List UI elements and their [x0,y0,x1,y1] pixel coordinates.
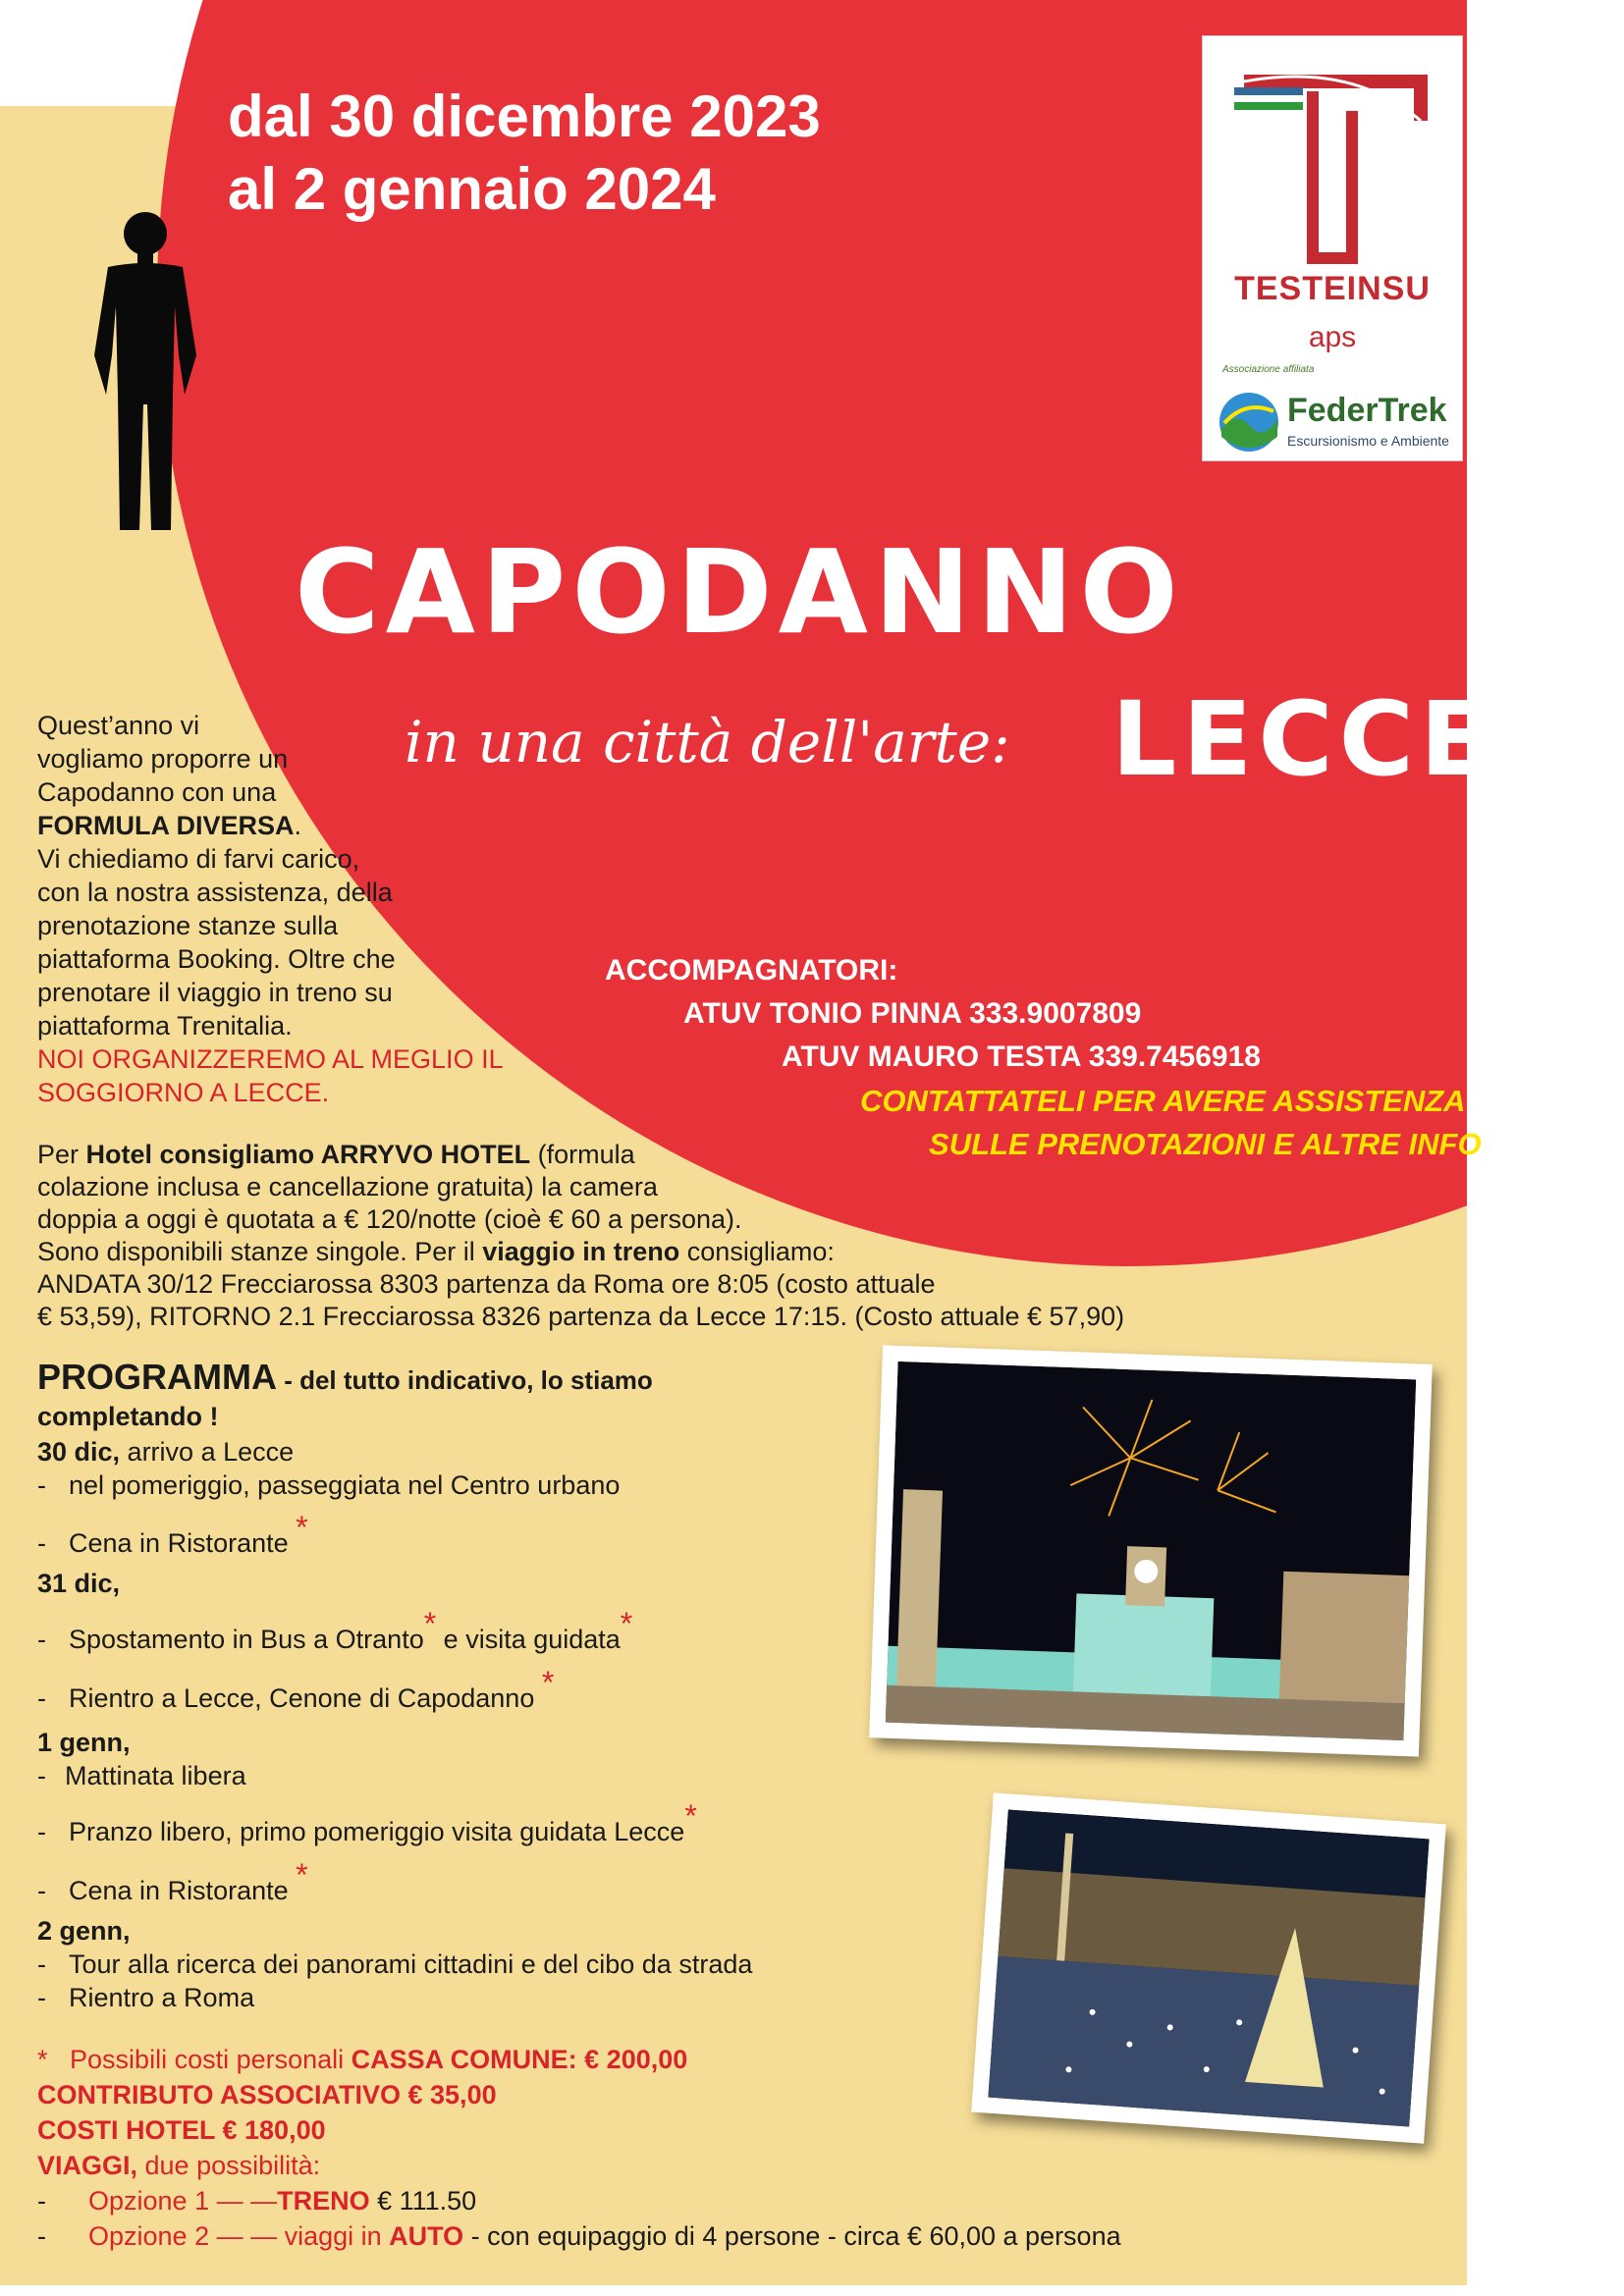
man-silhouette-icon [86,208,204,536]
list-item [37,1761,246,1791]
hotel-name: Hotel consigliamo ARRYVO HOTEL [85,1140,531,1169]
text: consigliamo: [679,1237,835,1266]
train-return: € 53,59), RITORNO 2.1 Frecciarossa 8326 partenza da Lecce 17:15. (Costo attuale € 57,90) [37,1302,1125,1331]
photo-fireworks [869,1345,1433,1756]
dash: - [37,1876,46,1905]
day-2 [37,1916,131,1947]
asterisk: * [620,1606,633,1641]
main-title: CAPODANNO [295,524,1184,660]
text: Opzione 1 — — [88,2186,278,2216]
contributo-associativo: CONTRIBUTO ASSOCIATIVO € 35,00 [37,2080,497,2109]
piazza-image [988,1809,1429,2126]
programma-header [37,1357,653,1398]
costi-hotel: COSTI HOTEL € 180,00 [37,2115,326,2145]
event-dates [228,80,821,226]
intro-line: vogliamo proporre un [37,744,289,774]
dash: - [37,1817,46,1846]
hotel-line: doppia a oggi è quotata a € 120/notte (cioè € 60 a persona). [37,1204,742,1234]
intro-red-line: SOGGIORNO A LECCE. [37,1078,330,1107]
text: VIAGGI, [37,2151,138,2180]
train-outbound: ANDATA 30/12 Frecciarossa 8303 partenza da Roma ore 8:05 (costo attuale [37,1269,936,1299]
intro-line: Capodanno con una [37,777,277,807]
guide-tonio: ATUV TONIO PINNA 333.9007809 [683,997,1142,1030]
hotel-line: colazione inclusa e cancellazione gratuita) la camera [37,1172,658,1201]
asterisk: * [541,1665,555,1700]
intro-line: prenotazione stanze sulla [37,911,339,940]
text: Opzione 2 — — viaggi in [88,2221,390,2251]
intro-line: con la nostra assistenza, della [37,878,393,907]
partner-tagline: Escursionismo e Ambiente [1287,433,1449,449]
list-item [37,1510,308,1560]
intro-line: Vi chiediamo di farvi carico, [37,844,360,874]
text: - con equipaggio di 4 persone - circa € 60,00 a persona [463,2221,1121,2251]
cost-line [37,2148,1432,2183]
list-item [37,1470,620,1501]
text: due possibilità: [137,2151,321,2180]
text: TRENO [277,2186,370,2216]
accompagnatori-label: ACCOMPAGNATORI: [605,954,898,987]
text: Spostamento in Bus a Otranto [69,1625,424,1654]
cassa-comune: CASSA COMUNE: € 200,00 [351,2045,688,2074]
formula-diversa: FORMULA DIVERSA [37,811,295,840]
date-end: al 2 gennaio 2024 [228,156,716,222]
option-1 [37,2183,1432,2218]
intro-line: prenotare il viaggio in treno su [37,978,393,1007]
guide-mauro: ATUV MAURO TESTA 339.7456918 [782,1041,1261,1073]
dash: - [37,2221,46,2251]
intro-line: Quest’anno vi [37,711,200,740]
day-label: 30 dic, [37,1437,121,1467]
asterisk: * [423,1606,437,1641]
photo-piazza [971,1792,1446,2143]
text: (formula [530,1140,635,1169]
option-2 [37,2218,1432,2254]
day-1 [37,1728,131,1758]
asterisk: * [296,1857,308,1893]
day-31 [37,1569,120,1599]
dash: - [37,1528,46,1558]
day-label: 1 genn, [37,1728,131,1757]
hotel-line [37,1236,1432,1268]
date-start: dal 30 dicembre 2023 [228,83,821,149]
list-item [37,1857,308,1907]
city-title: LECCE [1111,679,1496,799]
list-item [37,1949,752,1980]
text: Rientro a Lecce, Cenone di Capodanno [69,1683,535,1713]
contact-note-1: CONTATTATELI PER AVERE ASSISTENZA [860,1084,1466,1118]
dash: - [37,1470,46,1500]
day-label: 2 genn, [37,1916,131,1946]
dash: - [37,1625,46,1654]
text: Tour alla ricerca dei panorami cittadini e del cibo da strada [69,1949,753,1979]
day-label: 31 dic, [37,1569,121,1598]
text: Per [37,1140,86,1169]
text: AUTO [389,2221,464,2251]
text: Sono disponibili stanze singole. Per il [37,1237,483,1266]
asterisk: * [37,2045,48,2074]
text: Rientro a Roma [69,1983,255,2012]
intro-line: piattaforma Booking. Oltre che [37,944,396,974]
programma-title: PROGRAMMA [37,1357,277,1397]
intro-line: piattaforma Trenitalia. [37,1011,293,1041]
list-item [37,1798,697,1848]
subtitle: in una città dell'arte: [405,709,1010,775]
right-margin [1467,0,1624,2296]
dash: - [37,1949,46,1979]
list-item [37,1665,555,1715]
text: e visita guidata [436,1625,621,1654]
intro-period: . [294,811,302,840]
programma-note: - del tutto indicativo, lo stiamo [276,1365,653,1395]
text: completando ! [37,1402,219,1431]
asterisk: * [684,1798,697,1834]
t-logo-icon [1224,52,1440,268]
text: Cena in Ristorante [69,1528,289,1558]
dash: - [37,1983,46,2012]
text: Cena in Ristorante [69,1876,289,1905]
dash: - [37,1761,46,1790]
partner-name: FederTrek [1287,392,1447,429]
logo-suffix: aps [1308,321,1357,353]
text: € 111.50 [369,2186,477,2216]
text: arrivo a Lecce [120,1437,295,1467]
fireworks-image [886,1362,1417,1740]
list-item [37,1983,254,2013]
testeinsu-logo [1202,35,1463,461]
text: nel pomeriggio, passeggiata nel Centro urbano [69,1470,621,1500]
day-30 [37,1437,294,1468]
dash: - [37,1683,46,1713]
asterisk: * [296,1510,308,1545]
contact-note-2: SULLE PRENOTAZIONI E ALTRE INFO [929,1127,1482,1161]
hotel-info [37,1139,1432,1333]
logo-name: TESTEINSU [1234,270,1431,307]
intro-red-line: NOI ORGANIZZEREMO AL MEGLIO IL [37,1044,504,1074]
text: Mattinata libera [65,1761,246,1790]
intro-text [37,709,587,1109]
text: Possibili costi personali [70,2045,352,2074]
programma-note-2 [37,1402,219,1432]
intro-line [37,809,587,842]
list-item [37,1606,633,1656]
train-label: viaggio in treno [482,1237,680,1266]
dash: - [37,2186,46,2216]
federtrek-globe-icon [1217,390,1281,454]
hotel-line [37,1139,1432,1171]
logo-affiliation: Associazione affiliata [1222,364,1315,375]
text: Pranzo libero, primo pomeriggio visita guidata Lecce [69,1817,685,1846]
